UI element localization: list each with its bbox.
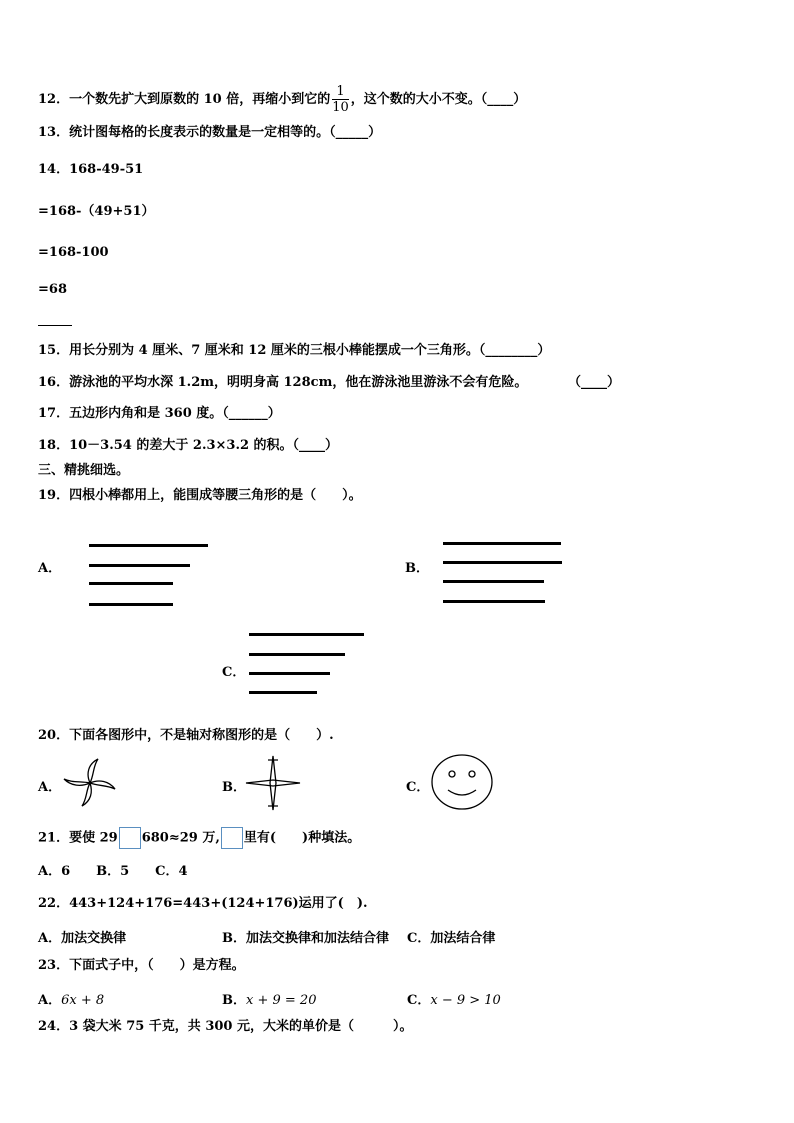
pinwheel-icon	[60, 756, 120, 810]
stick-b1	[443, 542, 561, 545]
question-14-line3: =168-100	[38, 245, 109, 260]
question-15: 15．用长分别为 4 厘米、7 厘米和 12 厘米的三根小棒能摆成一个三角形。（________）	[38, 343, 551, 358]
question-22: 22．443+124+176=443+(124+176)运用了( ).	[38, 896, 368, 911]
q23-option-b: B．x + 9 = 20	[222, 993, 317, 1008]
stick-a1	[89, 544, 208, 547]
question-23: 23．下面式子中，（ ）是方程。	[38, 958, 245, 973]
q20-option-c-label: C．	[406, 780, 430, 795]
question-18: 18．10－3.54 的差大于 2.3×3.2 的积。（____）	[38, 438, 339, 453]
q16-blank: （____）	[568, 375, 621, 390]
digit-box-1[interactable]	[119, 827, 141, 849]
q21-options: A．6 B．5 C．4	[38, 864, 188, 879]
stick-a4	[89, 603, 173, 606]
stick-c1	[249, 633, 364, 636]
question-17: 17．五边形内角和是 360 度。（______）	[38, 406, 281, 421]
question-14-line1: 14．168-49-51	[38, 162, 144, 177]
stick-c4	[249, 691, 317, 694]
q21-text-3: 里有( )种填法。	[243, 830, 361, 846]
q12-text-after: ，这个数的大小不变。（____）	[350, 92, 527, 107]
stick-b4	[443, 600, 545, 603]
smiley-face-icon	[428, 752, 496, 812]
stick-a2	[89, 564, 190, 567]
question-13: 13．统计图每格的长度表示的数量是一定相等的。（_____）	[38, 125, 382, 140]
q12-text-before: 12．一个数先扩大到原数的 10 倍，再缩小到它的	[38, 92, 331, 107]
question-24: 24．3 袋大米 75 千克，共 300 元，大米的单价是（ ）。	[38, 1019, 413, 1034]
q19-option-a-label: A．	[38, 561, 62, 576]
stick-b3	[443, 580, 544, 583]
stick-c2	[249, 653, 345, 656]
digit-box-2[interactable]	[221, 827, 243, 849]
q23-option-a: A．6x + 8	[38, 993, 105, 1008]
cross-star-icon	[244, 754, 302, 812]
question-12	[38, 84, 526, 115]
question-14-line2: =168-（49+51）	[38, 204, 155, 219]
stick-a3	[89, 582, 173, 585]
stick-c3	[249, 672, 330, 675]
q19-option-b-label: B．	[405, 561, 429, 576]
question-21	[38, 827, 360, 849]
stick-b2	[443, 561, 562, 564]
section-3-heading: 三、精挑细选。	[38, 463, 130, 478]
q19-option-c-label: C．	[222, 665, 246, 680]
question-16	[38, 375, 621, 391]
q21-text-2: 680≈29 万,	[141, 830, 220, 846]
q23-expr-b: x + 9 = 20	[246, 993, 317, 1008]
q20-option-b-label: B．	[222, 780, 246, 795]
question-19: 19．四根小棒都用上，能围成等腰三角形的是（ ）。	[38, 488, 362, 503]
q22-option-a: A．加法交换律	[38, 931, 127, 946]
q21-text-1: 21．要使 29	[38, 830, 118, 846]
q23-expr-c: x − 9 > 10	[430, 993, 501, 1008]
q23-expr-a: 6x + 8	[61, 993, 105, 1008]
q23-option-c: C．x − 9 > 10	[407, 993, 501, 1008]
q16-text: 16．游泳池的平均水深 1.2m，明明身高 128cm，他在游泳池里游泳不会有危险。	[38, 375, 528, 390]
question-20: 20．下面各图形中，不是轴对称图形的是（ ）.	[38, 728, 334, 743]
q20-option-a-label: A．	[38, 780, 62, 795]
fraction-one-tenth: $\frac{1}{10}$	[332, 84, 349, 115]
q22-option-b: B．加法交换律和加法结合律	[222, 931, 389, 946]
q22-option-c: C．加法结合律	[407, 931, 496, 946]
q14-answer-line	[38, 325, 72, 326]
question-14-line4: =68	[38, 282, 67, 297]
